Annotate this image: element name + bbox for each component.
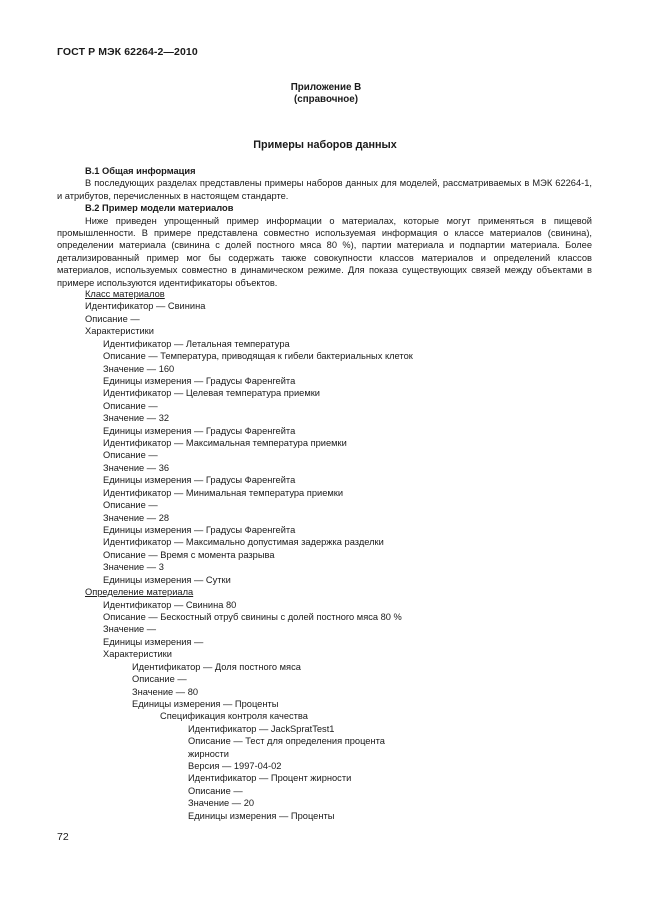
- tree-line: Значение —: [103, 624, 157, 635]
- tree-line: Характеристики: [85, 326, 154, 337]
- tree-line: Единицы измерения — Градусы Фаренгейта: [103, 425, 296, 436]
- tree-line: Идентификатор — Свинина 80: [103, 599, 237, 610]
- tree-line: Описание —: [103, 400, 158, 411]
- tree-heading-material-definition: Определение материала: [85, 587, 194, 598]
- section-title: Примеры наборов данных: [253, 139, 397, 151]
- tree-line: Описание —: [85, 313, 140, 324]
- tree-line: Единицы измерения — Проценты: [132, 698, 279, 709]
- tree-line: Значение — 20: [188, 798, 255, 809]
- tree-line: Характеристики: [103, 649, 172, 660]
- tree-line: жирности: [188, 748, 229, 759]
- page-number: 72: [57, 831, 69, 843]
- tree-line: Значение — 160: [103, 363, 175, 374]
- tree-line: Описание — Тест для определения процента: [188, 736, 385, 747]
- tree-line: Описание — Температура, приводящая к гибели бактериальных клеток: [103, 351, 413, 362]
- paragraph-b1: В последующих разделах представлены примеры наборов данных для моделей, рассматриваемых в МЭК 62264-1, и атрибутов, перечисленных в настоящем стандарте.: [57, 178, 592, 201]
- tree-line: Единицы измерения — Проценты: [188, 810, 335, 821]
- tree-line: Единицы измерения —: [103, 636, 204, 647]
- tree-line: Значение — 28: [103, 512, 170, 523]
- tree-line: Идентификатор — Максимальная температура приемки: [103, 438, 347, 449]
- tree-line: Значение — 32: [103, 413, 170, 424]
- tree-line: Описание — Бескостный отруб свинины с долей постного мяса 80 %: [103, 611, 402, 622]
- annex-subtitle: (справочное): [294, 94, 358, 105]
- standard-header: ГОСТ Р МЭК 62264-2—2010: [57, 46, 198, 58]
- material-model-tree: [57, 288, 413, 822]
- tree-line: Значение — 3: [103, 562, 164, 573]
- body-text: [57, 165, 592, 289]
- paragraph-b2: Ниже приведен упрощенный пример информации о материалах, которые могут применяться в пищевой промышленности. В примере представлена совместно используемая информация о классе материалов (свинина), определении материала (свинина с долей постного мяса 80 %), партии материала и подпартии материала. Более детализированный пример мог бы содержать также совокупности классов материалов и определений классов материалов, используемых совместно в динамическом режиме. Для показа существующих связей между объектами в примере используются идентификаторы объектов.: [57, 215, 592, 288]
- tree-line: Единицы измерения — Сутки: [103, 574, 231, 585]
- tree-line: Описание —: [188, 785, 243, 796]
- tree-line: Описание —: [132, 674, 187, 685]
- annex-title: Приложение В: [290, 82, 362, 93]
- tree-line: Идентификатор — Доля постного мяса: [132, 661, 301, 672]
- tree-line: Описание —: [103, 450, 158, 461]
- tree-line: Идентификатор — Минимальная температура приемки: [103, 487, 344, 498]
- tree-line: Единицы измерения — Градусы Фаренгейта: [103, 525, 296, 536]
- tree-line: Идентификатор — Летальная температура: [103, 338, 290, 349]
- tree-line: Единицы измерения — Градусы Фаренгейта: [103, 375, 296, 386]
- tree-line: Идентификатор — Целевая температура приемки: [103, 388, 320, 399]
- subsection-heading-b2: В.2 Пример модели материалов: [85, 203, 234, 214]
- tree-line: Идентификатор — Процент жирности: [188, 773, 352, 784]
- tree-line: Значение — 80: [132, 686, 199, 697]
- tree-line: Идентификатор — Свинина: [85, 301, 206, 312]
- tree-line: Единицы измерения — Градусы Фаренгейта: [103, 475, 296, 486]
- tree-line: Значение — 36: [103, 462, 170, 473]
- tree-line: Описание —: [103, 500, 158, 511]
- tree-line: Идентификатор — JackSpratTest1: [188, 723, 335, 734]
- tree-line: Идентификатор — Максимально допустимая задержка разделки: [103, 537, 384, 548]
- tree-heading-material-class: Класс материалов: [85, 289, 165, 299]
- tree-line: Версия — 1997-04-02: [188, 761, 282, 772]
- subsection-heading-b1: В.1 Общая информация: [85, 166, 196, 176]
- tree-line: Спецификация контроля качества: [160, 711, 308, 722]
- tree-line: Описание — Время с момента разрыва: [103, 549, 275, 560]
